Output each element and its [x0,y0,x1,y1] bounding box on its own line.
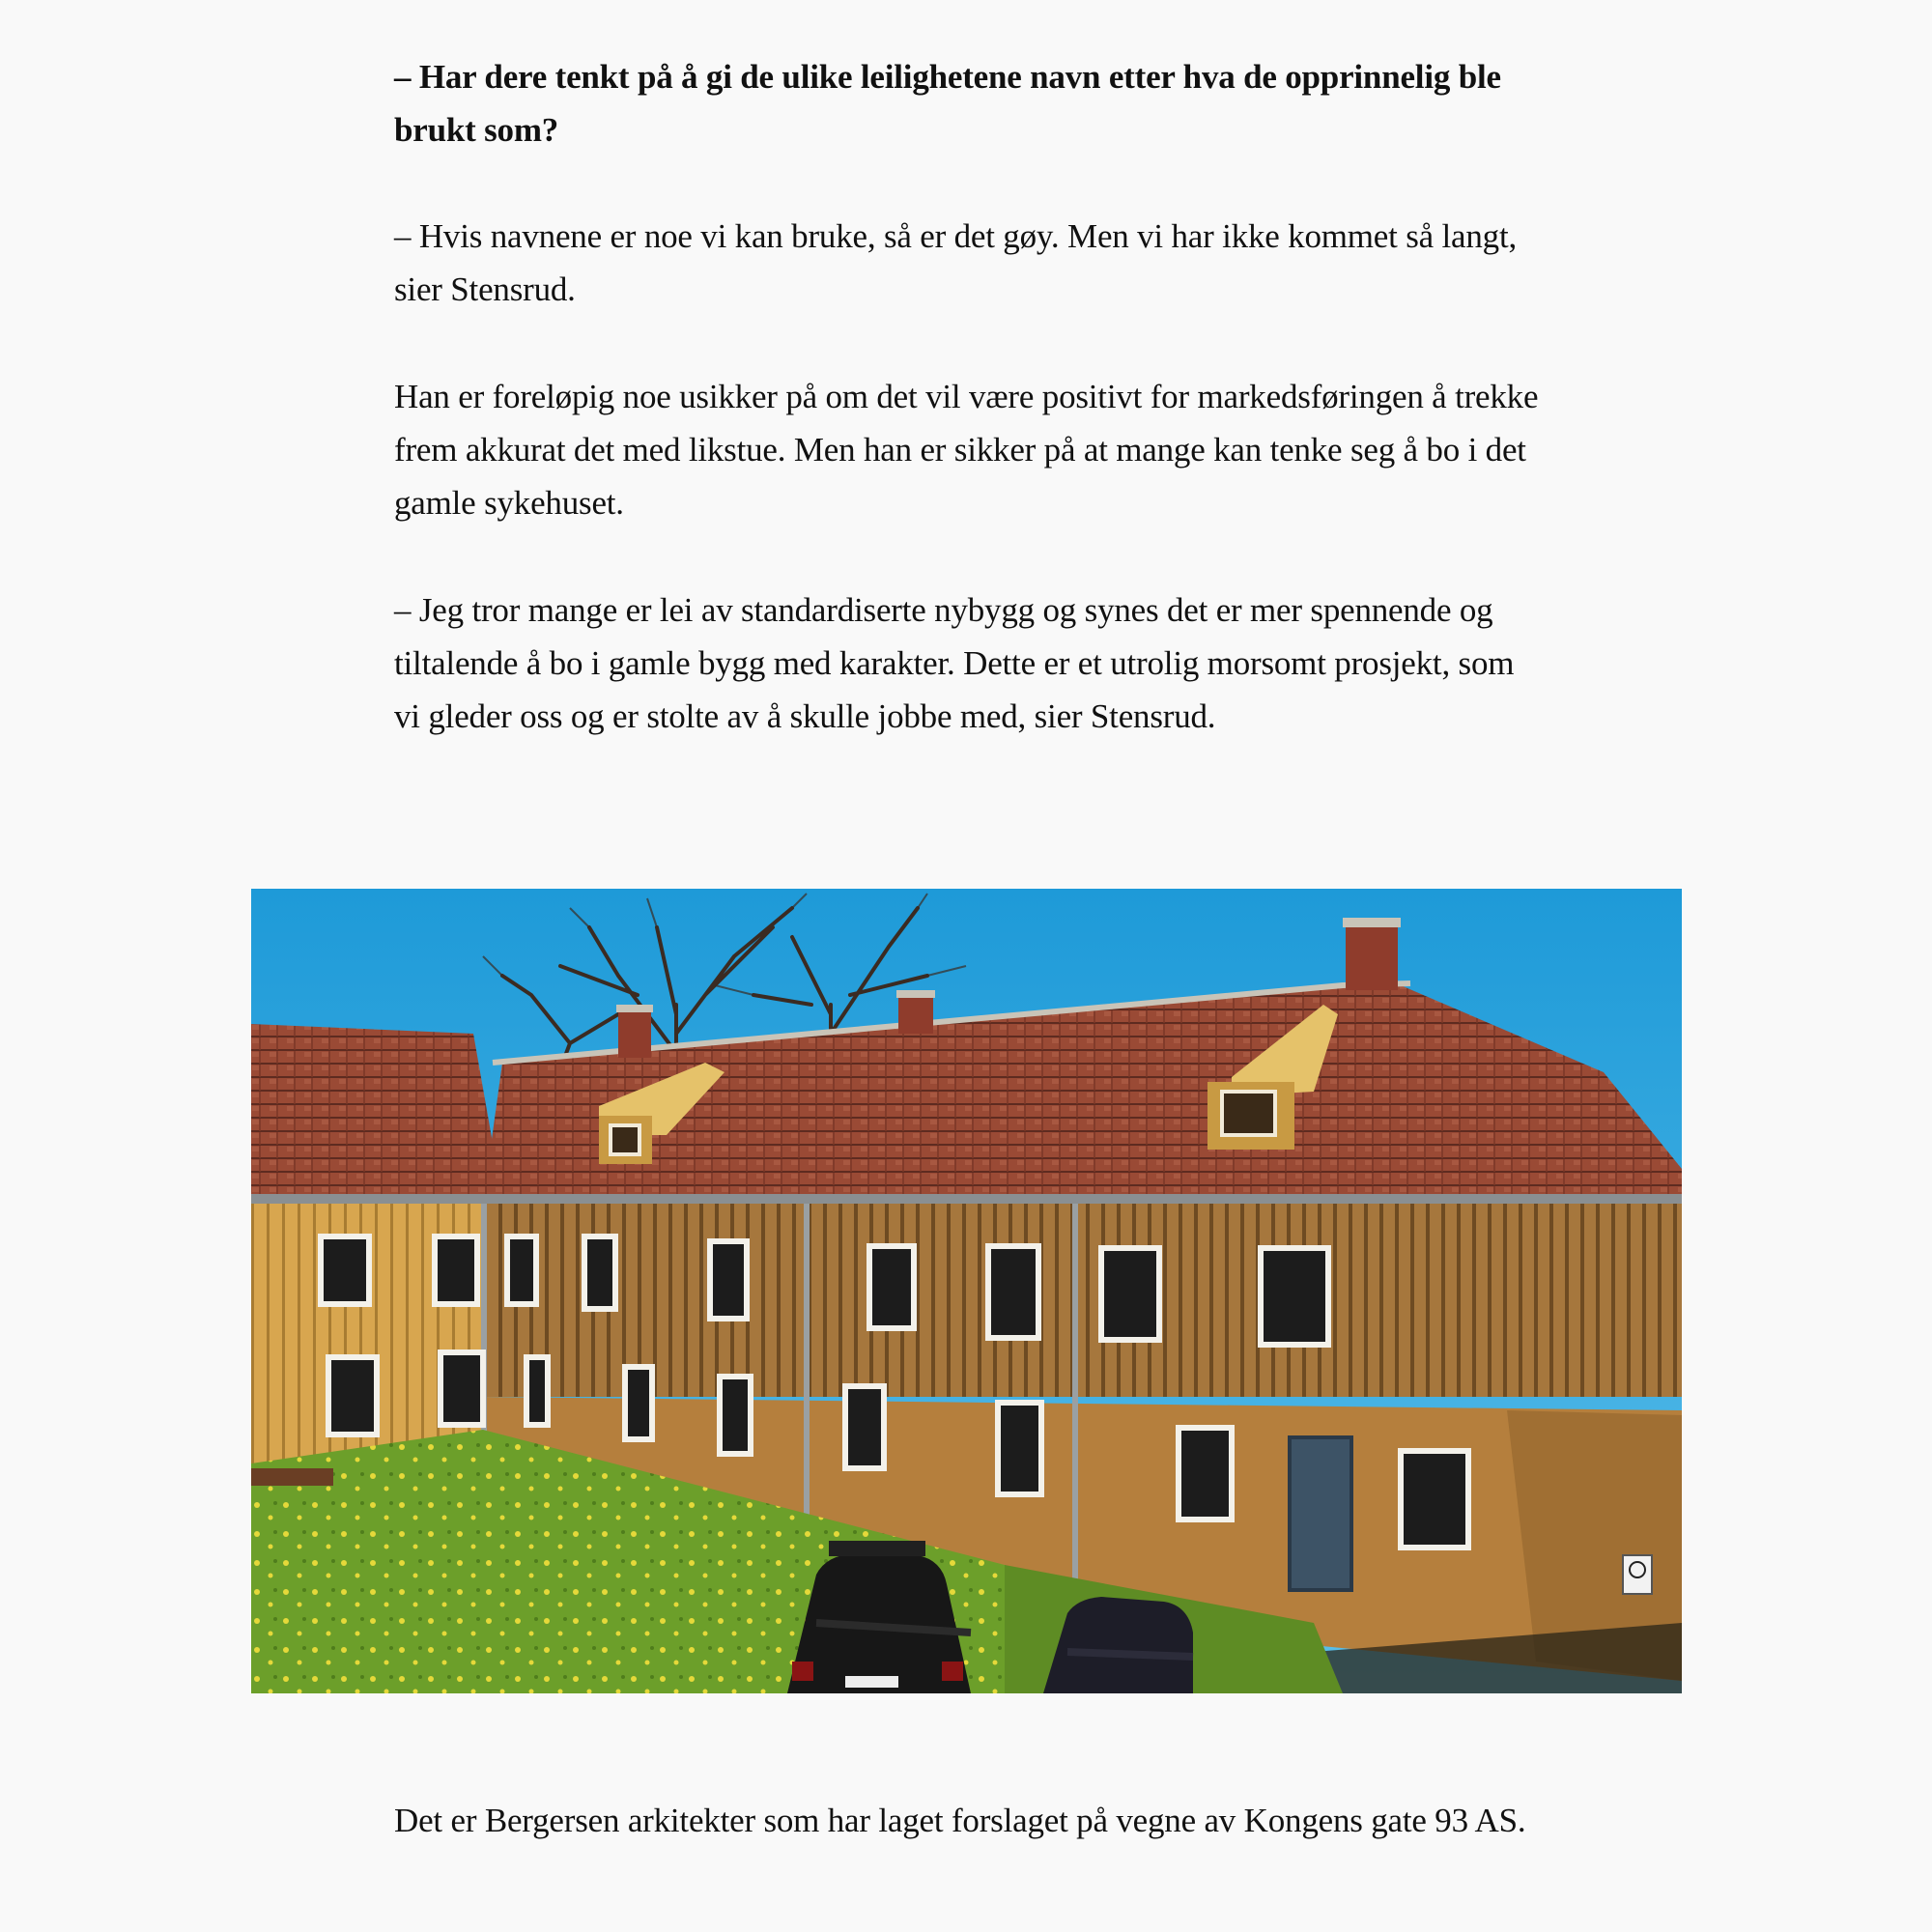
article-quote-paragraph [394,583,1544,743]
article-paragraph [394,370,1544,529]
article-question [394,50,1544,156]
article-paragraph-after-image [394,1794,1544,1847]
article-paragraph-answer [394,210,1544,316]
body-text: Det er Bergersen arkitekter som har laget forslaget på vegne av Kongens gate 93 AS. [394,1802,1526,1839]
quote-text: – Jeg tror mange er lei av standardiserte nybygg og synes det er mer spennende og tiltalende å bo i gamle bygg med karakter. Dette er et utrolig morsomt prosjekt, som vi gleder oss og er stolte av å skulle jobbe med, sier Stensrud. [394,591,1515,735]
question-text: – Har dere tenkt på å gi de ulike leilighetene navn etter hva de opprinnelig ble brukt som? [394,58,1501,149]
body-text: Han er foreløpig noe usikker på om det vil være positivt for markedsføringen å trekke frem akkurat det med likstue. Men han er sikker på at mange kan tenke seg å bo i det gamle sykehuset. [394,378,1539,522]
article-photo-old-hospital-building [251,889,1682,1693]
answer-text: – Hvis navnene er noe vi kan bruke, så er det gøy. Men vi har ikke kommet så langt, sier Stensrud. [394,217,1518,308]
